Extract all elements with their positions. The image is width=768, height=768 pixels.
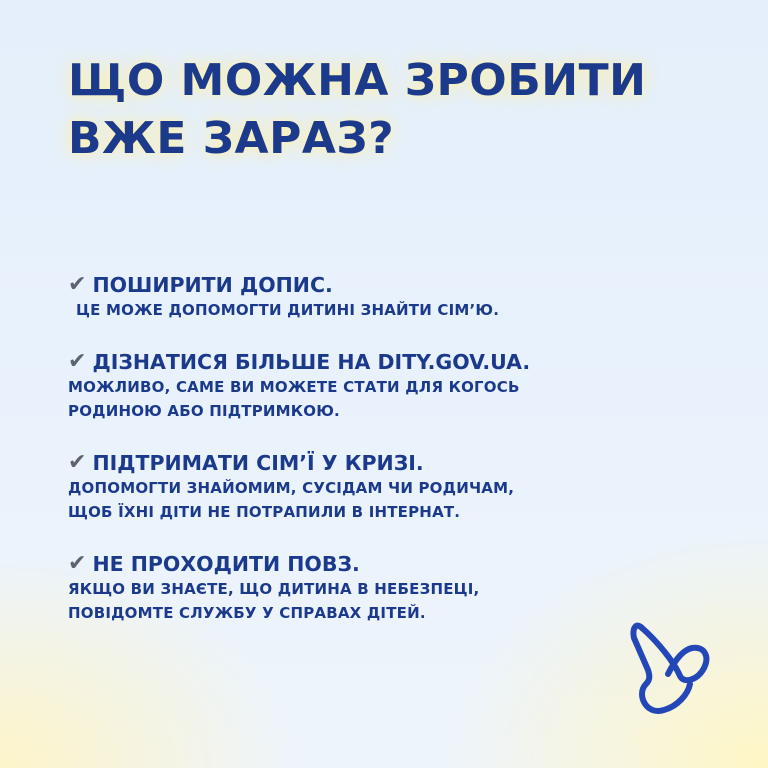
action-item-text: ЩОБ ЇХНІ ДІТИ НЕ ПОТРАПИЛИ В ІНТЕРНАТ. — [68, 503, 461, 521]
action-item-text: МОЖЛИВО, САМЕ ВИ МОЖЕТЕ СТАТИ ДЛЯ КОГОСЬ — [68, 378, 520, 396]
butterfly-logo-icon — [628, 618, 716, 724]
action-item-text: ЦЕ МОЖЕ ДОПОМОГТИ ДИТИНІ ЗНАЙТИ СІМ’Ю. — [76, 301, 500, 319]
action-item-text: ДОПОМОГТИ ЗНАЙОМИМ, СУСІДАМ ЧИ РОДИЧАМ, — [68, 479, 515, 497]
action-item-text: ПОВІДОМТЕ СЛУЖБУ У СПРАВАХ ДІТЕЙ. — [68, 604, 426, 622]
checkmark-icon: ✔ — [68, 450, 87, 475]
action-item-title: ПОШИРИТИ ДОПИС. — [92, 273, 333, 297]
headline-line-1: ЩО МОЖНА ЗРОБИТИ — [68, 55, 647, 106]
action-item-text: ЯКЩО ВИ ЗНАЄТЕ, ЩО ДИТИНА В НЕБЕЗПЕЦІ, — [68, 580, 480, 598]
action-item-title-row — [68, 272, 708, 298]
headline-line-2: ВЖЕ ЗАРАЗ? — [68, 113, 395, 164]
action-item-title-row — [68, 349, 708, 375]
action-item-title: НЕ ПРОХОДИТИ ПОВЗ. — [92, 552, 360, 576]
action-list — [68, 272, 708, 652]
headline — [68, 52, 646, 168]
action-item-title-row — [68, 450, 708, 476]
action-item-learn-more — [68, 349, 708, 423]
action-item-title: ДІЗНАТИСЯ БІЛЬШЕ НА DITY.GOV.UA. — [92, 350, 531, 374]
action-item-text: РОДИНОЮ АБО ПІДТРИМКОЮ. — [68, 402, 340, 420]
action-item-share — [68, 272, 708, 322]
action-item-title: ПІДТРИМАТИ СІМ’Ї У КРИЗІ. — [92, 451, 424, 475]
checkmark-icon: ✔ — [68, 551, 87, 576]
checkmark-icon: ✔ — [68, 349, 87, 374]
action-item-dont-pass-by — [68, 551, 708, 625]
action-item-title-row — [68, 551, 708, 577]
action-item-support-families — [68, 450, 708, 524]
checkmark-icon: ✔ — [68, 272, 87, 297]
